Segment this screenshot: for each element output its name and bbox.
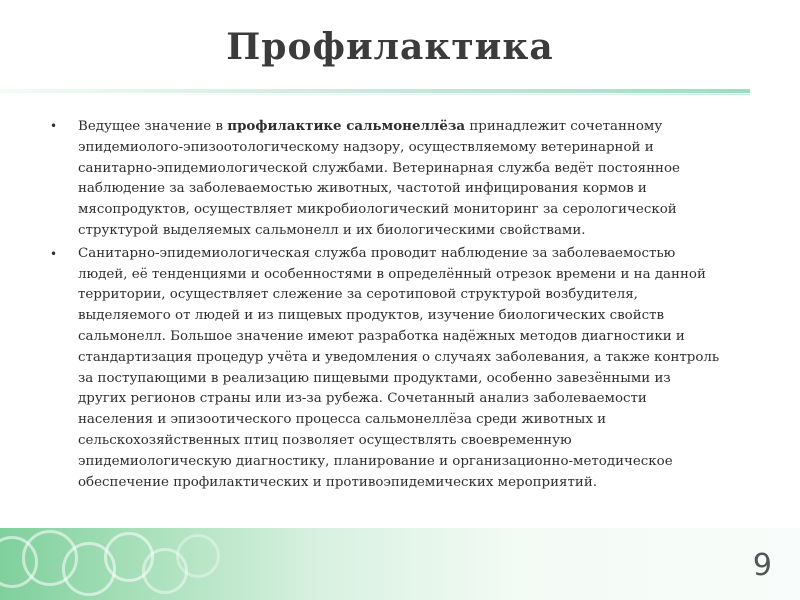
text-line: эпидемиолого-эпизоотологическому надзору, осуществляемому ветеринарной и	[78, 139, 654, 155]
bullet-item-2	[50, 244, 756, 494]
text-line: за поступающими в реализацию пищевыми продуктами, особенно завезёнными из	[78, 370, 671, 386]
bullet-dot-icon: •	[50, 119, 58, 133]
bullet-item-1	[50, 116, 756, 242]
text-line: структурой выделяемых сальмонелл и их биологическими свойствами.	[78, 222, 586, 238]
footer-decoration	[0, 528, 800, 600]
bullet-text	[78, 244, 756, 494]
text-line: других регионов страны или из-за рубежа. Сочетанный анализ заболеваемости	[78, 391, 647, 407]
text-line: мясопродуктов, осуществляет микробиологический мониторинг за серологической	[78, 202, 677, 218]
text-line: людей, её тенденциями и особенностями в определённый отрезок времени и на данной	[78, 266, 706, 282]
text-line: обеспечение профилактических и противоэпидемических мероприятий.	[78, 474, 598, 490]
text-line: наблюдение за заболеваемостью животных, частотой инфицирования кормов и	[78, 181, 647, 197]
text-line: сальмонелл. Большое значение имеют разработка надёжных методов диагностики и	[78, 328, 685, 344]
slide-title: Профилактика	[226, 26, 554, 68]
title-divider-shadow	[0, 94, 750, 95]
text-line: санитарно-эпидемиологической службами. Ветеринарная служба ведёт постоянное	[78, 160, 680, 176]
bullet-list	[50, 116, 756, 495]
text-line: Ведущее значение в профилактике сальмонеллёза принадлежит сочетанному	[78, 118, 663, 134]
text-line: населения и эпизоотического процесса сальмонеллёза среди животных и	[78, 412, 607, 428]
bold-phrase: профилактике сальмонеллёза	[227, 118, 466, 134]
text-line: Санитарно-эпидемиологическая служба проводит наблюдение за заболеваемостью	[78, 245, 676, 261]
bullet-text	[78, 116, 756, 242]
text-line: стандартизация процедур учёта и уведомления о случаях заболевания, а также контроль	[78, 349, 720, 365]
text-line: эпидемиологическую диагностику, планирование и организационно-методическое	[78, 453, 673, 469]
text-line: выделяемого от людей и из пищевых продуктов, изучение биологических свойств	[78, 308, 665, 324]
page-number: 9	[752, 548, 772, 583]
title-divider	[0, 89, 750, 93]
decorative-circle-icon	[176, 534, 220, 578]
text-line: территории, осуществляет слежение за серотиповой структурой возбудителя,	[78, 287, 638, 303]
bullet-dot-icon: •	[50, 246, 58, 261]
text-line: сельскохозяйственных птиц позволяет осуществлять своевременную	[78, 432, 572, 448]
